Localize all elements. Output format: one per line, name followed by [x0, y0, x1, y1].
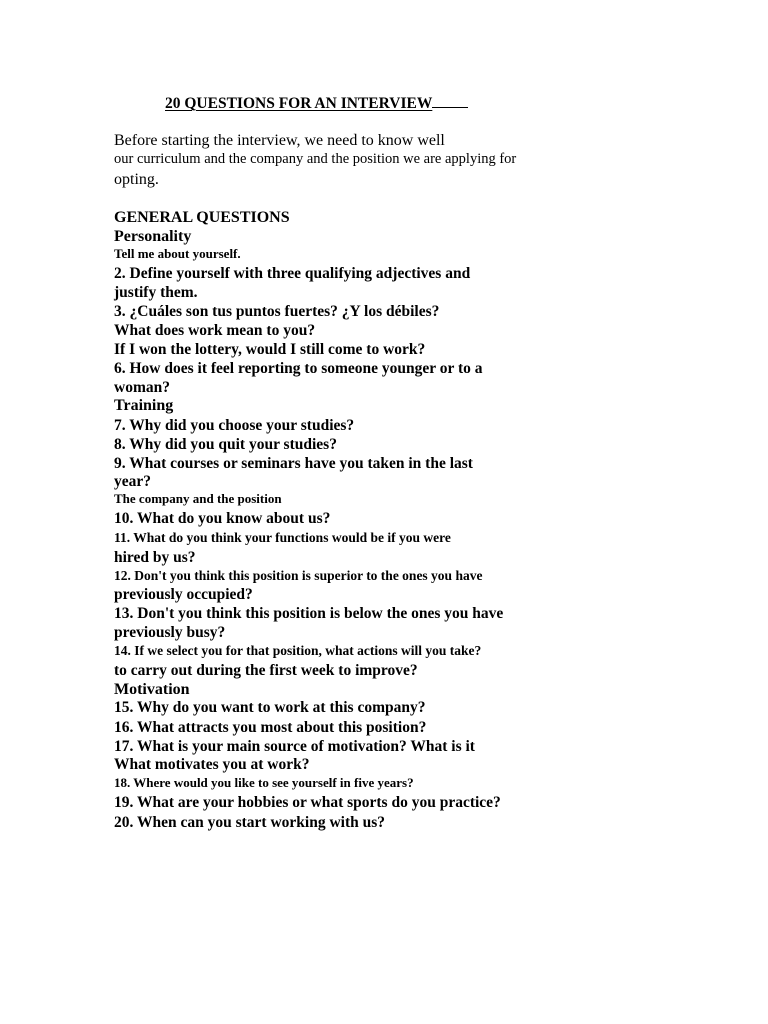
question-line: 7. Why did you choose your studies? [114, 417, 355, 434]
question-line: woman? [114, 379, 170, 396]
page-title-text: 20 QUESTIONS FOR AN INTERVIEW [165, 95, 433, 112]
question-line: What motivates you at work? [114, 756, 310, 773]
question-line: 19. What are your hobbies or what sports do you practice? [114, 794, 501, 811]
question-line: 8. Why did you quit your studies? [114, 436, 337, 453]
question-line: 16. What attracts you most about this position? [114, 719, 427, 736]
question-line: 17. What is your main source of motivation? What is it [114, 738, 475, 755]
question-line: 9. What courses or seminars have you taken in the last [114, 455, 473, 472]
intro-line: opting. [114, 171, 159, 188]
subsection-heading-motivation: Motivation [114, 681, 190, 698]
question-line: 18. Where would you like to see yourself in five years? [114, 775, 414, 790]
question-line: If I won the lottery, would I still come to work? [114, 341, 426, 358]
question-line: previously occupied? [114, 586, 253, 603]
question-line: year? [114, 473, 152, 490]
question-line: 20. When can you start working with us? [114, 814, 386, 831]
intro-line: our curriculum and the company and the position we are applying for [114, 151, 517, 167]
question-line: 2. Define yourself with three qualifying adjectives and [114, 265, 471, 282]
subsection-heading-personality: Personality [114, 228, 192, 245]
question-line: What does work mean to you? [114, 322, 316, 339]
subsection-heading-training: Training [114, 397, 174, 414]
question-line: 6. How does it feel reporting to someone younger or to a [114, 360, 483, 377]
subsection-heading-company: The company and the position [114, 491, 282, 506]
question-line: previously busy? [114, 624, 226, 641]
question-line: hired by us? [114, 549, 196, 566]
question-line: to carry out during the first week to improve? [114, 662, 418, 679]
section-heading: GENERAL QUESTIONS [114, 209, 290, 226]
question-line: justify them. [114, 284, 198, 301]
question-line: Tell me about yourself. [114, 246, 241, 261]
question-line: 3. ¿Cuáles son tus puntos fuertes? ¿Y los débiles? [114, 303, 440, 320]
question-line: 15. Why do you want to work at this company? [114, 699, 426, 716]
question-line: 14. If we select you for that position, what actions will you take? [114, 643, 482, 658]
title-underline [432, 106, 468, 108]
question-line: 10. What do you know about us? [114, 510, 331, 527]
question-line: 11. What do you think your functions would be if you were [114, 530, 451, 545]
intro-line: Before starting the interview, we need to know well [114, 132, 445, 149]
question-line: 12. Don't you think this position is superior to the ones you have [114, 568, 483, 583]
page-title [165, 96, 468, 112]
question-line: 13. Don't you think this position is below the ones you have [114, 605, 504, 622]
